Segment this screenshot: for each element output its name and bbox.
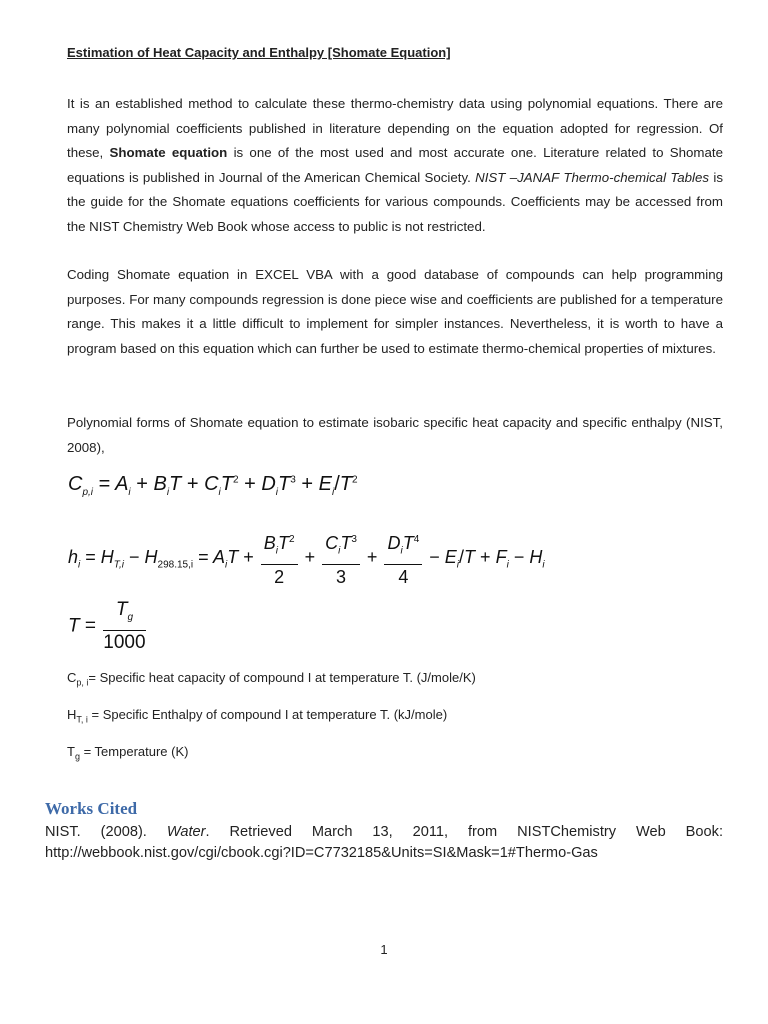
intro-bold-term: Shomate equation xyxy=(109,145,228,161)
citation-author: NIST. (2008). xyxy=(45,824,167,840)
page-number: 1 xyxy=(380,942,388,957)
polynomial-paragraph: Polynomial forms of Shomate equation to estimate isobaric specific heat capacity and specific enthalpy (NIST, 2008), xyxy=(67,415,723,455)
citation-work: Water xyxy=(166,824,206,840)
heat-capacity-equation: $C_{p,i} = A_i + B_iT + C_iT^2 + D_iT^3 + E_i/T^2$ xyxy=(68,473,358,498)
works-cited-heading: Works Cited xyxy=(45,799,138,818)
definition-text: = Specific heat capacity of compound I at temperature T. (J/mole/K) xyxy=(88,670,476,685)
definition-t xyxy=(67,744,188,762)
definition-h xyxy=(67,707,447,725)
definition-subscript: p, i xyxy=(76,677,89,688)
definition-text: = Temperature (K) xyxy=(79,744,189,759)
intro-text-a: It is an established method to calculate these thermo-chemistry data using polynomial equations. There are many polynomial coefficients published in literature depending on the equation adopted for regression. Of these, xyxy=(67,96,723,161)
intro-italic-title: NIST –JANAF Thermo-chemical Tables xyxy=(475,169,710,185)
temperature-equation: T = $\frac{T_g}{1000}$ xyxy=(68,599,146,653)
citation-entry xyxy=(45,822,723,864)
document-title: Estimation of Heat Capacity and Enthalpy [Shomate Equation] xyxy=(67,45,451,60)
intro-text-c: is the guide for the Shomate equations coefficients for various compounds. Coefficients may be accessed from the NIST Chemistry Web Book whose access to public is not restricted. xyxy=(67,169,723,234)
citation-rest: . Retrieved March 13, 2011, from NISTChemistry Web Book: http://webbook.nist.gov/cgi/cbook.cgi?ID=C7732185&Units=SI&Mask=1#Thermo-Gas xyxy=(45,824,723,861)
definition-text: = Specific Enthalpy of compound I at temperature T. (kJ/mole) xyxy=(87,707,448,722)
definition-symbol: T xyxy=(67,744,75,759)
definition-symbol: H xyxy=(67,707,77,722)
intro-text-b: is one of the most used and most accurate one. Literature related to Shomate equations is published in Journal of the American Chemical Society. xyxy=(67,145,723,185)
definition-cp xyxy=(67,670,476,688)
definition-symbol: C xyxy=(67,670,77,685)
definition-subscript: g xyxy=(74,751,80,762)
definition-subscript: T, i xyxy=(76,714,88,725)
enthalpy-equation: $h_i = H_{T,i} - H_{298.15,i} = A_iT$ + $\frac{B_iT^2}{2}$ + $\frac{C_iT^3}{3}$ + $\frac{D_iT^4}{4}$ − $E_i/T + F_i - H_i$ xyxy=(68,528,545,589)
coding-paragraph: Coding Shomate equation in EXCEL VBA with a good database of compounds can help programming purposes. For many compounds regression is done piece wise and coefficients are published for a temperature range. This makes it a little difficult to implement for simpler instances. Nevertheless, it is worth to have a program based on this equation which can further be used to estimate thermo-chemical properties of mixtures. xyxy=(67,267,723,356)
intro-paragraph xyxy=(67,92,723,240)
